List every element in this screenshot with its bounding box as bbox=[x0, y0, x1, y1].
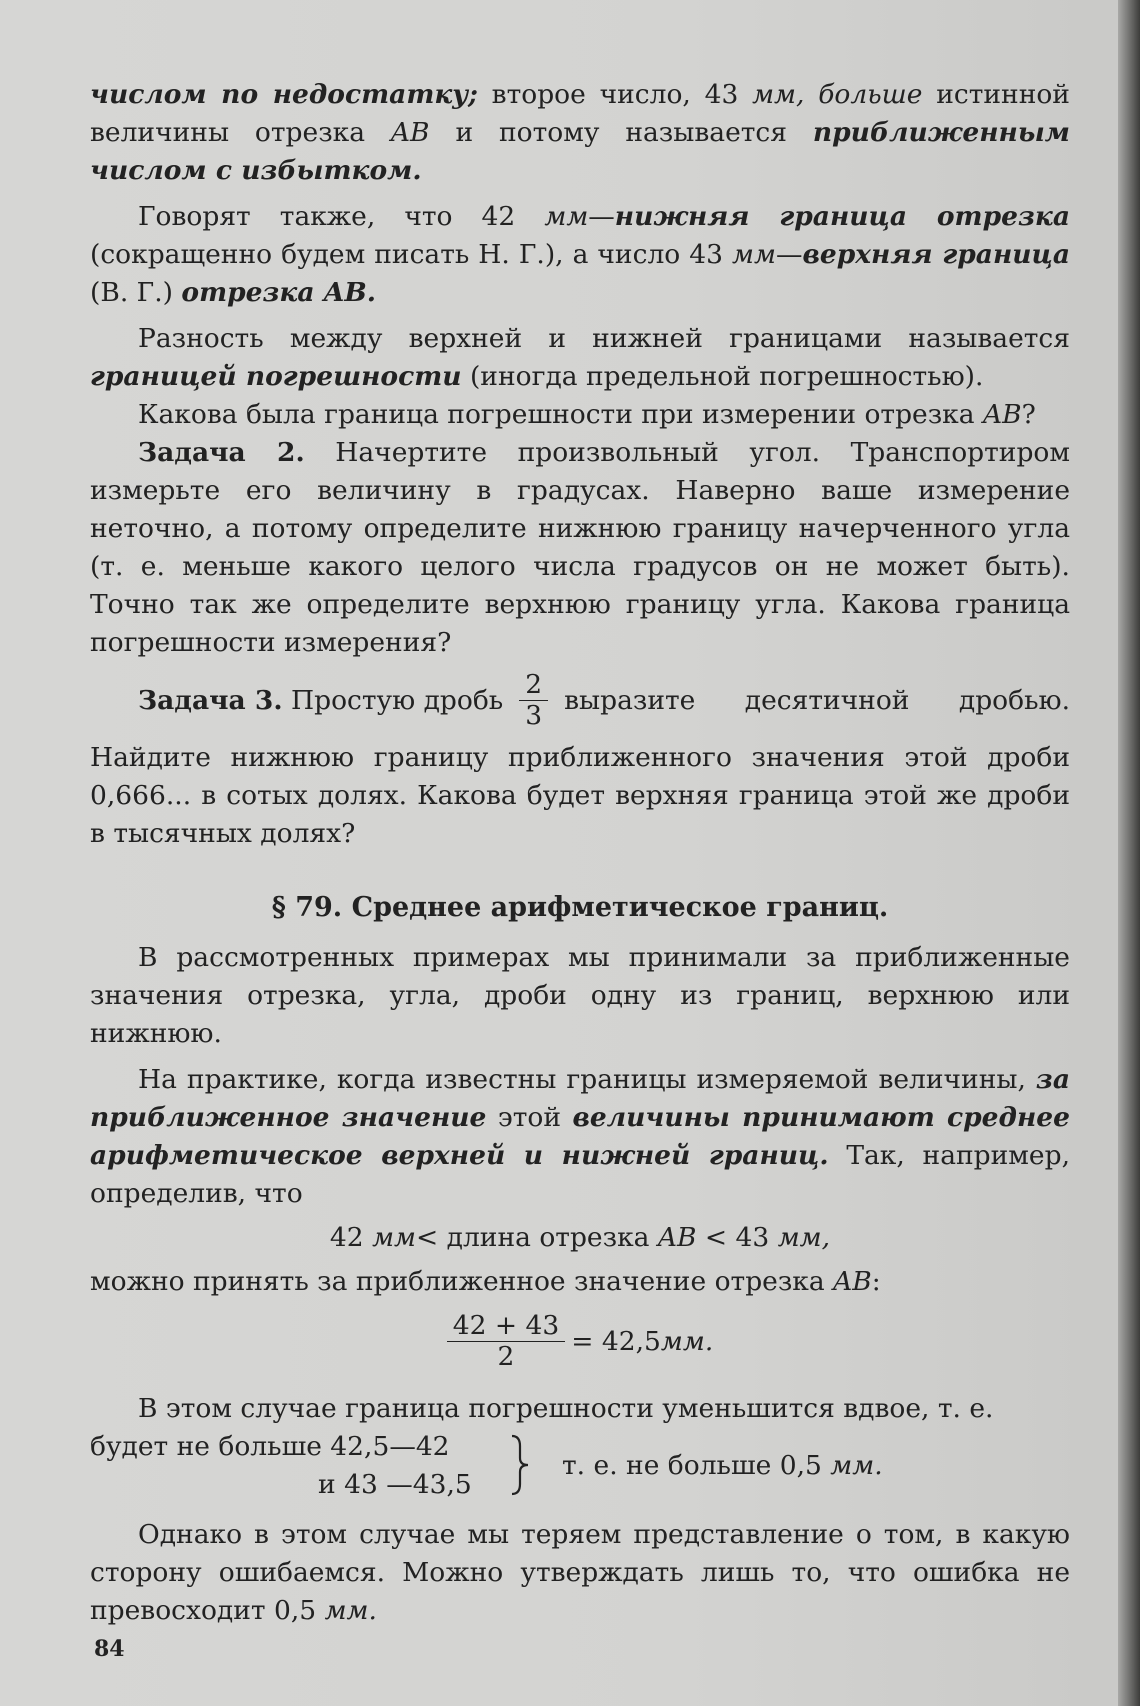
paragraph-8-line-1: В этом случае граница погрешности уменьшится вдвое, т. е. bbox=[138, 1393, 994, 1424]
text-span: истинной величины отрезка bbox=[90, 79, 1070, 148]
page-number: 84 bbox=[94, 1636, 125, 1662]
text-span: 42 bbox=[329, 1222, 373, 1253]
text-span: (В. Г.) bbox=[90, 277, 182, 308]
text-span: — bbox=[775, 239, 803, 270]
text-span: мм bbox=[372, 1222, 417, 1253]
text-span: (иногда предельной погрешностью). bbox=[461, 361, 984, 392]
right-brace-icon bbox=[510, 1434, 530, 1496]
text-span: отрезка AB. bbox=[181, 277, 376, 308]
error-bound-block bbox=[90, 1428, 1070, 1508]
text-span: ? bbox=[1021, 399, 1036, 430]
text-span: мм, bbox=[777, 1222, 831, 1253]
mean-formula bbox=[90, 1311, 1070, 1372]
formula-numerator: 42 + 43 bbox=[447, 1311, 566, 1342]
paragraph-1 bbox=[90, 76, 1070, 190]
text-span: величины принимают среднее арифметическое верхней и нижней границ. bbox=[90, 1102, 1070, 1171]
text-span: — bbox=[588, 201, 615, 232]
fraction-numerator: 2 bbox=[519, 670, 548, 701]
text-span: за приближенное значение bbox=[90, 1064, 1070, 1133]
text-span: Разность между верхней и нижней границами называется bbox=[138, 323, 1070, 354]
formula-result: = 42,5 bbox=[571, 1325, 661, 1357]
task-3-lead bbox=[138, 682, 503, 720]
bound-line-2: и 43 —43,5 bbox=[318, 1469, 472, 1500]
text-span: AB bbox=[982, 399, 1022, 430]
text-span: Говорят также, что 42 bbox=[138, 201, 545, 232]
text-span: (сокращенно будем писать Н. Г.), а число 43 bbox=[90, 239, 732, 270]
text-span: приближенным числом с избытком. bbox=[90, 117, 1070, 186]
text-span: мм, больше bbox=[752, 79, 923, 110]
text-span: верхняя граница bbox=[802, 239, 1070, 270]
inequality-line bbox=[90, 1219, 1070, 1257]
paragraph-9 bbox=[90, 1516, 1070, 1630]
section-heading: § 79. Среднее арифметическое границ. bbox=[271, 892, 889, 923]
paragraph-5: В рассмотренных примерах мы принимали за приближенные значения отрезка, угла, дроби одну из границ, верхнюю или нижнюю. bbox=[90, 942, 1070, 1049]
bound-conclusion bbox=[562, 1447, 883, 1485]
formula-fraction bbox=[447, 1311, 566, 1372]
text-span: Так, например, определив, что bbox=[90, 1140, 1070, 1209]
text-span: числом по недостатку; bbox=[90, 79, 478, 110]
text-span: границей погрешности bbox=[90, 361, 462, 392]
text-span: Какова была граница погрешности при измерении отрезка bbox=[138, 399, 983, 430]
text-span: второе число, 43 bbox=[477, 79, 753, 110]
text-span: мм. bbox=[830, 1450, 883, 1481]
task-3-text: Найдите нижнюю границу приближенного значения этой дроби 0,666... в сотых долях. Какова будет верхняя граница этой же дроби в тысячных долях? bbox=[90, 742, 1070, 849]
task-label: Задача 2. bbox=[138, 437, 305, 468]
task-label: Задача 3. bbox=[138, 684, 283, 716]
paragraph-6 bbox=[90, 1061, 1070, 1213]
book-spine-shadow bbox=[1118, 0, 1140, 1706]
text-span: можно принять за приближенное значение отрезка bbox=[90, 1266, 834, 1297]
fraction-two-thirds bbox=[519, 670, 548, 731]
text-span: Простую дробь bbox=[282, 684, 504, 716]
paragraph-3 bbox=[90, 320, 1070, 396]
text-span: и потому называется bbox=[429, 117, 813, 148]
paragraph-7 bbox=[90, 1263, 1070, 1301]
text-span: т. е. не больше 0,5 bbox=[562, 1450, 831, 1481]
paragraph-2 bbox=[90, 198, 1070, 312]
formula-denominator: 2 bbox=[497, 1341, 515, 1372]
formula-unit: мм. bbox=[660, 1325, 714, 1357]
task-2 bbox=[90, 434, 1070, 662]
text-span: < 43 bbox=[696, 1222, 778, 1253]
paragraph-4 bbox=[90, 396, 1070, 434]
text-span: мм bbox=[731, 239, 776, 270]
page-content bbox=[90, 76, 1070, 1630]
task-3-first-line bbox=[90, 670, 1070, 731]
text-span: < длина отрезка bbox=[416, 1222, 658, 1253]
text-span: : bbox=[871, 1266, 881, 1297]
text-span: Однако в этом случае мы теряем представление о том, в какую сторону ошибаемся. Можно утверждать лишь то, что ошибка не превосходит 0,5 bbox=[90, 1519, 1070, 1626]
text-span: На практике, когда известны границы измеряемой величины, bbox=[138, 1064, 1036, 1095]
text-span: нижняя граница отрезка bbox=[614, 201, 1070, 232]
fraction-denominator: 3 bbox=[525, 700, 543, 731]
bound-line-1: будет не больше 42,5—42 bbox=[90, 1431, 450, 1462]
text-span: мм bbox=[544, 201, 589, 232]
text-span: AB bbox=[833, 1266, 872, 1297]
text-span: AB bbox=[657, 1222, 697, 1253]
text-span: выразите десятичной дробью. bbox=[564, 684, 1070, 716]
text-span: мм. bbox=[324, 1595, 377, 1626]
text-span: этой bbox=[486, 1102, 573, 1133]
task-text: Начертите произвольный угол. Транспортиром измерьте его величину в градусах. Наверно ваше измерение неточно, а потому определите нижнюю границу начерченного угла (т. е. меньше какого целого числа градусов он не может быть). Точно так же определите верхнюю границу угла. Какова граница погрешности измерения? bbox=[90, 437, 1071, 658]
text-span: AB bbox=[390, 117, 430, 148]
